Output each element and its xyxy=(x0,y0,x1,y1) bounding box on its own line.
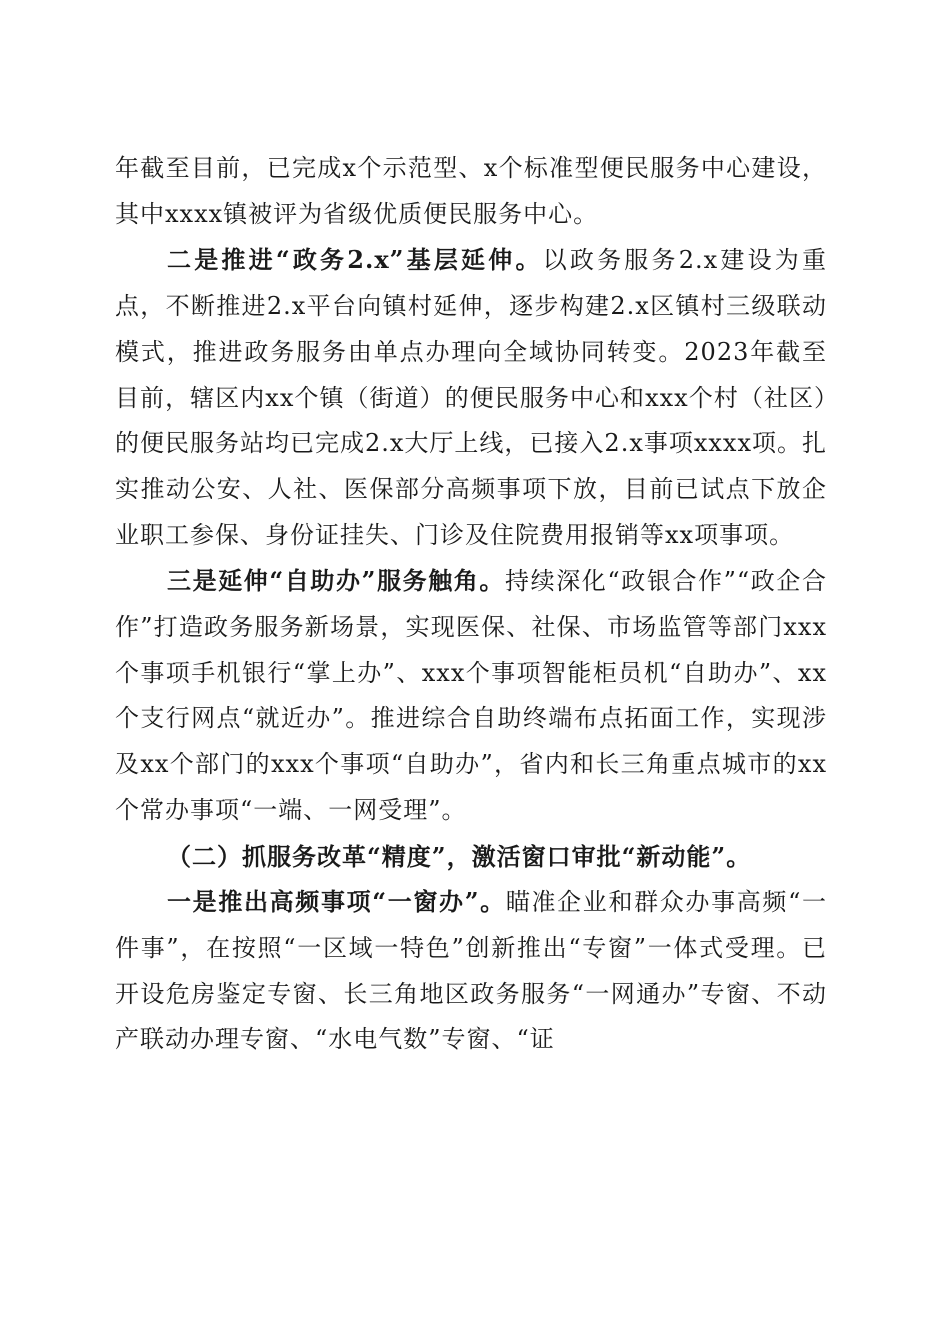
paragraph-lead: 三是延伸“自助办”服务触角。 xyxy=(167,566,505,596)
document-body xyxy=(115,146,827,1063)
paragraph-self-service xyxy=(115,558,827,833)
paragraph-lead: 二是推进“政务2.x”基层延伸。 xyxy=(167,245,543,275)
paragraph-lead: 一是推出高频事项“一窗办”。 xyxy=(167,887,506,917)
section-heading: （二）抓服务改革“精度”，激活窗口审批“新动能”。 xyxy=(167,841,752,871)
paragraph-continuation-text: 年截至目前，已完成x个示范型、x个标准型便民服务中心建设，其中xxxx镇被评为省级优质便民服务中心。 xyxy=(115,154,827,228)
paragraph-text: 瞄准企业和群众办事高频“一件事”，在按照“一区域一特色”创新推出“专窗”一体式受理。已开设危房鉴定专窗、长三角地区政务服务“一网通办”专窗、不动产联动办理专窗、“水电气数”专窗、“证 xyxy=(115,888,827,1054)
paragraph-continuation xyxy=(115,146,827,237)
paragraph-govservice-extension xyxy=(115,237,827,558)
paragraph-text: 持续深化“政银合作”“政企合作”打造政务服务新场景，实现医保、社保、市场监管等部门xxx个事项手机银行“掌上办”、xxx个事项智能柜员机“自助办”、xx个支行网点“就近办”。推进综合自助终端布点拓面工作，实现涉及xx个部门的xxx个事项“自助办”，省内和长三角重点城市的xx个常办事项“一端、一网受理”。 xyxy=(115,567,827,824)
paragraph-one-window xyxy=(115,879,827,1063)
paragraph-text: 以政务服务2.x建设为重点，不断推进2.x平台向镇村延伸，逐步构建2.x区镇村三级联动模式，推进政务服务由单点办理向全域协同转变。2023年截至目前，辖区内xx个镇（街道）的便民服务中心和xxx个村（社区）的便民服务站均已完成2.x大厅上线，已接入2.x事项xxxx项。扎实推动公安、人社、医保部分高频事项下放，目前已试点下放企业职工参保、身份证挂失、门诊及住院费用报销等xx项事项。 xyxy=(115,246,828,549)
